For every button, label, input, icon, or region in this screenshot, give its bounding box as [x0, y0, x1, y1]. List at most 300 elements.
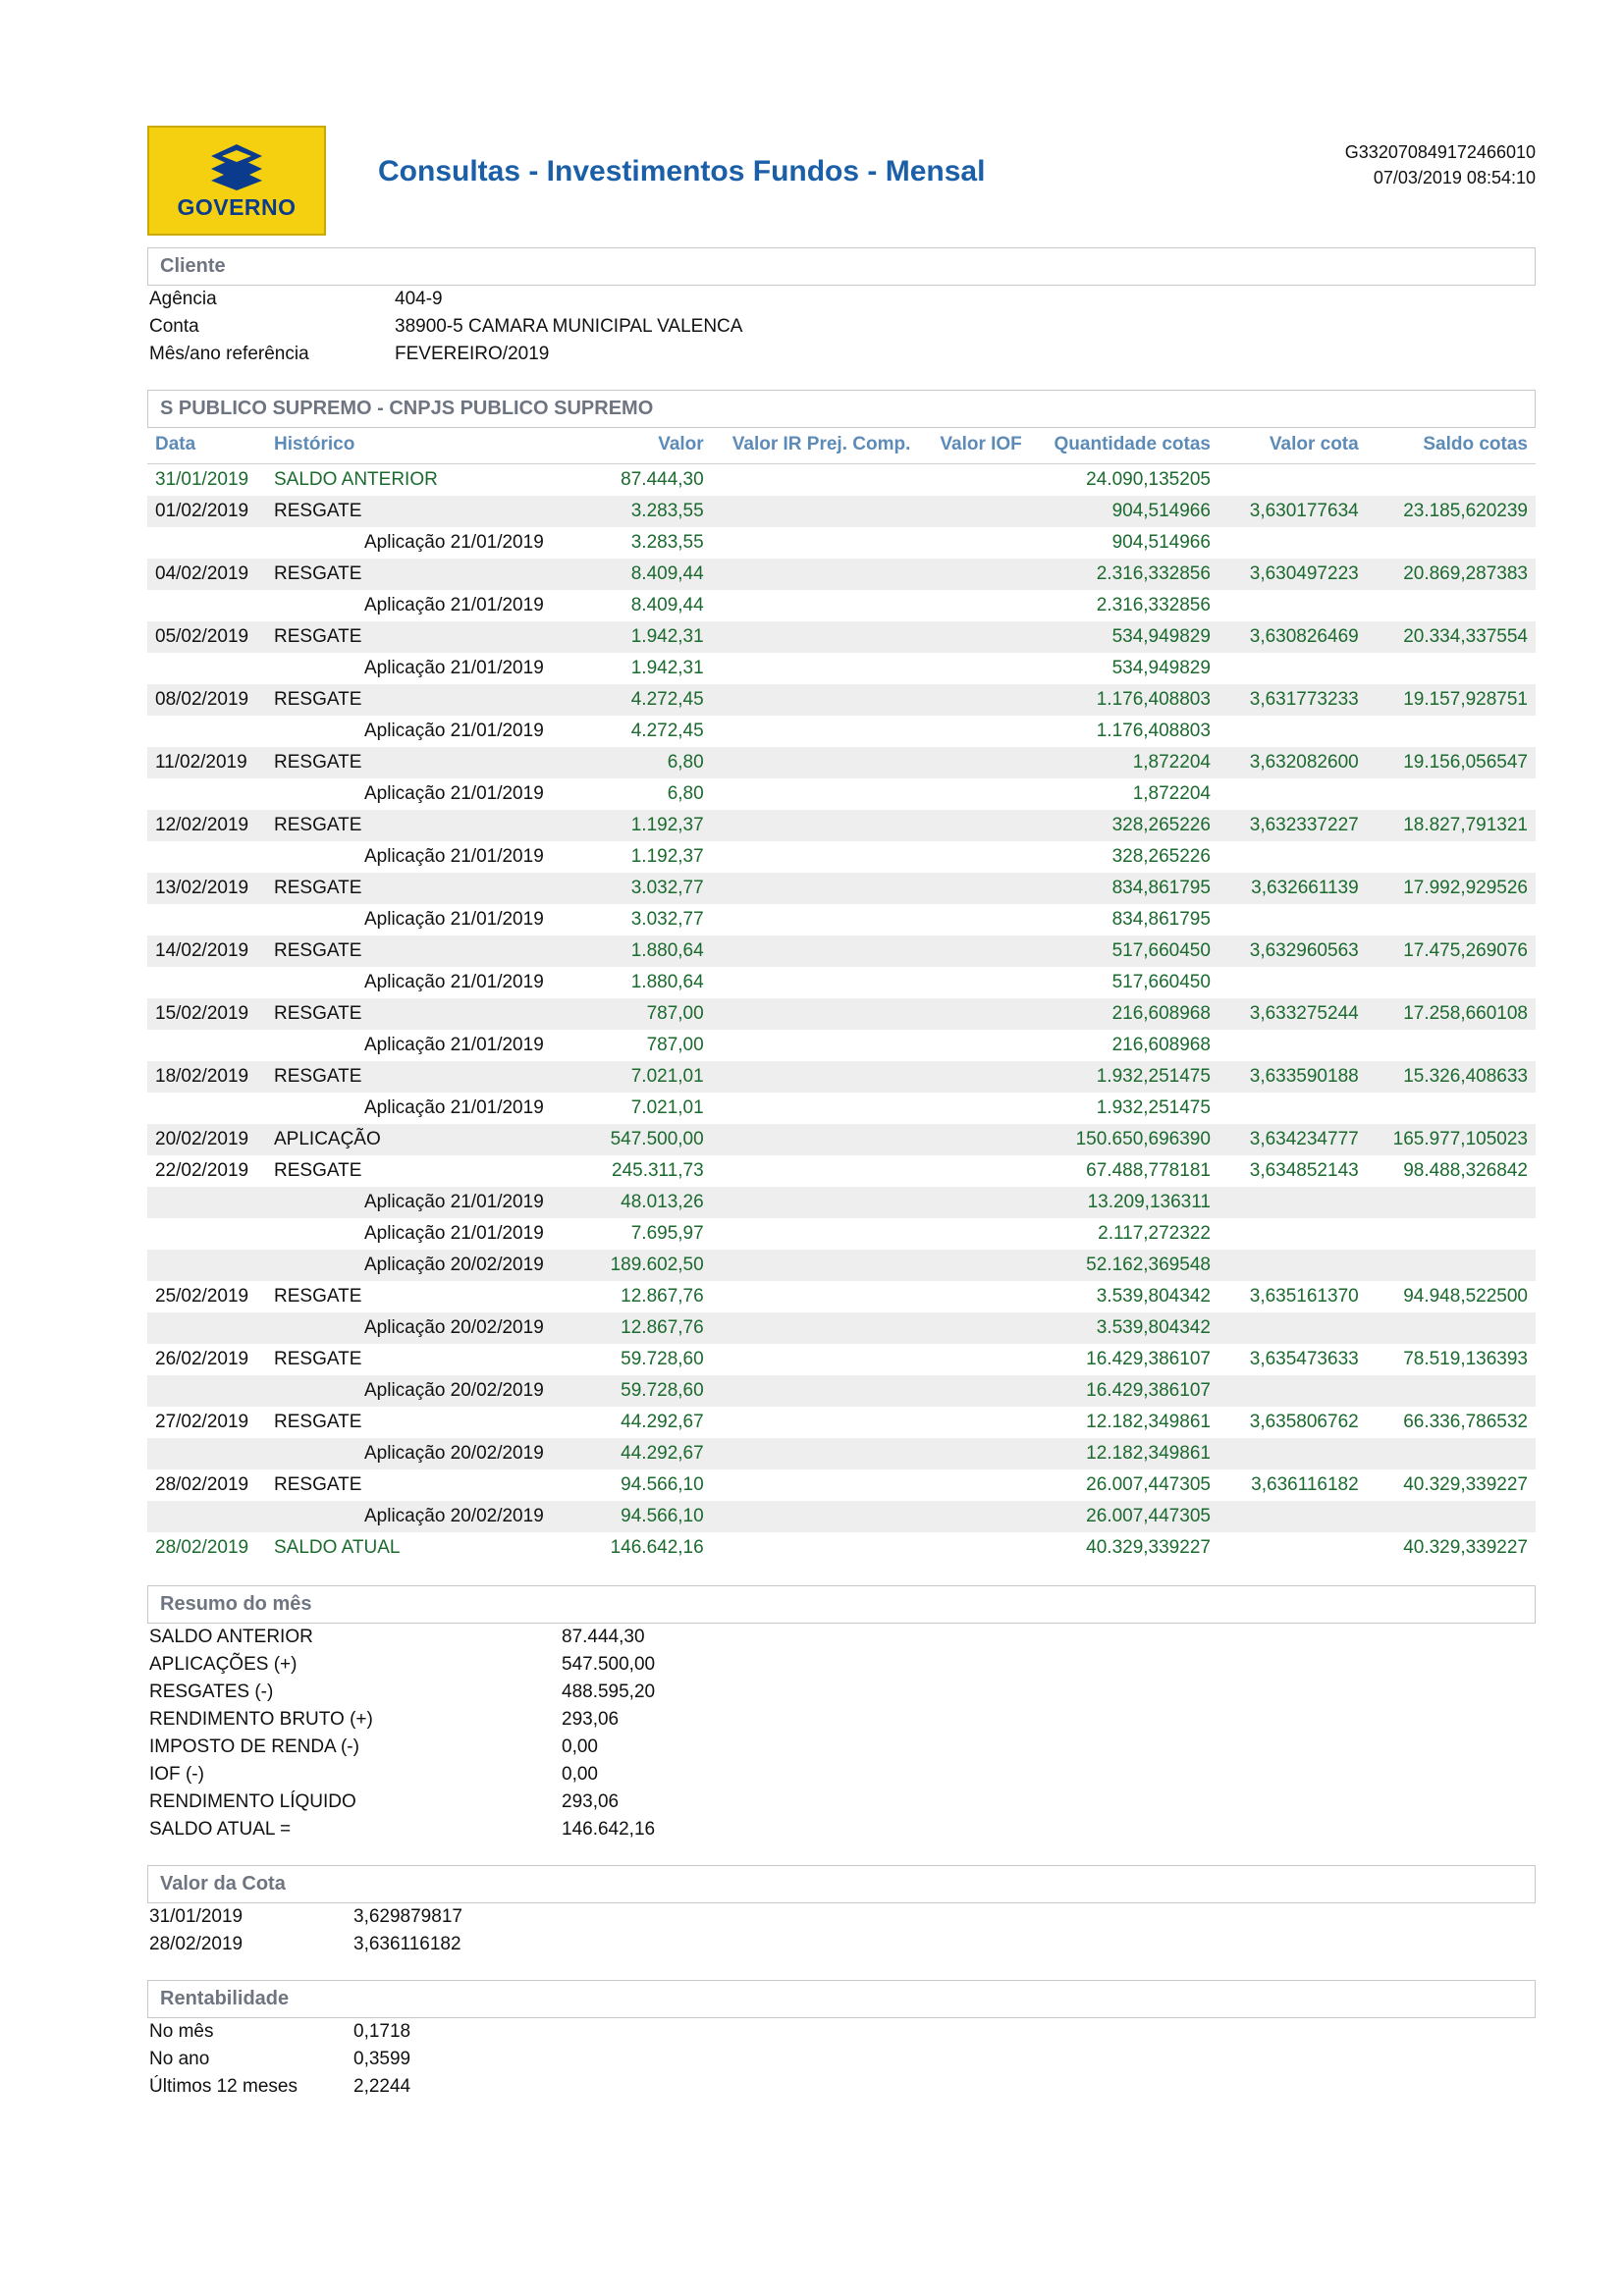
cell-historico: Aplicação 21/01/2019	[364, 721, 544, 741]
cell-historico: RESGATE	[266, 559, 586, 590]
cell-valor-ir	[712, 967, 919, 998]
cell-data	[147, 716, 266, 747]
cell-saldo-cotas: 94.948,522500	[1403, 1286, 1528, 1307]
profitability-row	[147, 2073, 1536, 2101]
cell-quantidade-cotas: 2.316,332856	[1030, 559, 1218, 590]
profitability-value: 0,1718	[353, 2021, 411, 2042]
cell-valor-ir	[712, 1375, 919, 1407]
client-label-referencia: Mês/ano referência	[149, 344, 309, 364]
client-info-block	[147, 286, 1536, 368]
cell-valor-iof	[918, 559, 1029, 590]
cell-historico: RESGATE	[266, 810, 586, 841]
summary-label: IMPOSTO DE RENDA (-)	[149, 1736, 359, 1757]
cell-valor: 1.192,37	[630, 846, 704, 867]
cell-historico: RESGATE	[274, 1412, 362, 1432]
cell-valor: 1.880,64	[586, 935, 712, 967]
col-header-historico: Histórico	[266, 428, 586, 464]
cell-valor-ir	[712, 1093, 919, 1124]
cell-data: 28/02/2019	[155, 1474, 249, 1495]
cell-data	[147, 967, 266, 998]
profitability-row	[147, 2018, 1536, 2046]
cell-valor-iof	[918, 1532, 1029, 1564]
cell-saldo-cotas	[1367, 967, 1536, 998]
cell-historico: Aplicação 21/01/2019	[364, 909, 544, 930]
cell-data: 28/02/2019	[155, 1537, 249, 1558]
cell-saldo-cotas: 20.869,287383	[1367, 559, 1536, 590]
cell-saldo-cotas	[1367, 590, 1536, 621]
cell-valor-ir	[712, 1155, 919, 1187]
cell-quantidade-cotas: 2.117,272322	[1098, 1223, 1211, 1244]
cell-valor-cota: 3,632661139	[1218, 873, 1367, 904]
table-row	[147, 810, 1536, 841]
cell-valor-cota	[1218, 841, 1367, 873]
cell-historico: RESGATE	[266, 873, 586, 904]
cell-valor: 3.032,77	[586, 873, 712, 904]
statement-table-body	[147, 464, 1536, 1565]
cell-quantidade-cotas: 216,608968	[1030, 998, 1218, 1030]
cell-data: 18/02/2019	[147, 1061, 266, 1093]
table-row	[147, 1438, 1536, 1469]
cell-valor: 12.867,76	[621, 1286, 704, 1307]
cell-saldo-cotas	[1367, 1093, 1536, 1124]
cell-historico: RESGATE	[266, 935, 586, 967]
cell-valor-cota: 3,630826469	[1218, 621, 1367, 653]
cell-data: 26/02/2019	[155, 1349, 249, 1369]
cell-valor-iof	[918, 1124, 1029, 1155]
cell-quantidade-cotas: 834,861795	[1111, 909, 1211, 930]
cell-quantidade-cotas: 1.932,251475	[1096, 1097, 1211, 1118]
cell-data	[147, 1218, 266, 1250]
cell-valor: 4.272,45	[630, 721, 704, 741]
table-row	[147, 621, 1536, 653]
cell-quantidade-cotas: 67.488,778181	[1086, 1160, 1211, 1181]
cell-valor: 1.942,31	[586, 621, 712, 653]
cell-saldo-cotas	[1367, 716, 1536, 747]
cell-valor-ir	[712, 716, 919, 747]
cell-valor-ir	[712, 1312, 919, 1344]
cell-saldo-cotas	[1367, 1218, 1536, 1250]
cell-quantidade-cotas: 1.932,251475	[1030, 1061, 1218, 1093]
cell-valor-cota: 3,630497223	[1218, 559, 1367, 590]
cell-valor-ir	[712, 1438, 919, 1469]
table-row	[147, 1532, 1536, 1564]
cell-saldo-cotas	[1367, 1312, 1536, 1344]
cell-valor: 94.566,10	[621, 1474, 704, 1495]
section-title-fundo: S PUBLICO SUPREMO - CNPJS PUBLICO SUPREMO	[147, 390, 1536, 428]
summary-value: 146.642,16	[562, 1819, 656, 1840]
bank-logo-label: GOVERNO	[177, 193, 297, 220]
cell-valor-iof	[918, 1218, 1029, 1250]
cell-saldo-cotas: 66.336,786532	[1403, 1412, 1528, 1432]
cell-data: 13/02/2019	[147, 873, 266, 904]
cell-historico: RESGATE	[274, 1349, 362, 1369]
cell-quantidade-cotas: 3.539,804342	[1030, 1312, 1218, 1344]
section-title-cliente: Cliente	[147, 247, 1536, 286]
cell-data	[147, 1250, 266, 1281]
cell-saldo-cotas	[1367, 841, 1536, 873]
cell-valor-iof	[918, 716, 1029, 747]
cell-valor-cota: 3,630177634	[1218, 496, 1367, 527]
cell-valor-cota	[1218, 716, 1367, 747]
cell-valor-ir	[712, 1218, 919, 1250]
cell-quantidade-cotas: 1,872204	[1132, 783, 1211, 804]
cell-quantidade-cotas: 24.090,135205	[1086, 469, 1211, 490]
cell-data: 08/02/2019	[147, 684, 266, 716]
cell-saldo-cotas: 20.334,337554	[1367, 621, 1536, 653]
cell-valor-iof	[918, 967, 1029, 998]
col-header-valor-cota: Valor cota	[1218, 428, 1367, 464]
cell-saldo-cotas: 18.827,791321	[1367, 810, 1536, 841]
protocol-number: G332070849172466010	[1344, 142, 1536, 162]
cell-valor: 3.032,77	[630, 909, 704, 930]
table-row	[147, 935, 1536, 967]
cell-data	[147, 841, 266, 873]
cell-valor-cota: 3,633275244	[1218, 998, 1367, 1030]
cell-saldo-cotas	[1367, 653, 1536, 684]
col-header-valor: Valor	[586, 428, 712, 464]
table-row	[147, 1061, 1536, 1093]
cell-saldo-cotas	[1367, 1250, 1536, 1281]
summary-label: RENDIMENTO BRUTO (+)	[149, 1709, 373, 1730]
cell-valor-ir	[712, 747, 919, 778]
cell-historico: Aplicação 21/01/2019	[364, 595, 544, 615]
cell-valor-ir	[712, 1030, 919, 1061]
col-header-saldo-cotas: Saldo cotas	[1367, 428, 1536, 464]
cell-valor-cota	[1218, 1312, 1367, 1344]
quota-value: 3,636116182	[353, 1934, 461, 1954]
quota-row	[147, 1931, 1536, 1958]
cell-quantidade-cotas: 2.316,332856	[1096, 595, 1211, 615]
col-header-valor-iof: Valor IOF	[918, 428, 1029, 464]
cell-quantidade-cotas: 150.650,696390	[1030, 1124, 1218, 1155]
cell-saldo-cotas	[1367, 1375, 1536, 1407]
cell-valor-iof	[918, 1344, 1029, 1375]
cell-valor-ir	[712, 621, 919, 653]
cell-historico: RESGATE	[266, 747, 586, 778]
cell-saldo-cotas	[1367, 1501, 1536, 1532]
summary-row	[147, 1816, 1536, 1843]
client-value-referencia: FEVEREIRO/2019	[395, 344, 550, 364]
cell-valor-ir	[712, 778, 919, 810]
cell-historico: RESGATE	[266, 1061, 586, 1093]
client-label-conta: Conta	[149, 316, 199, 337]
cell-quantidade-cotas: 904,514966	[1111, 532, 1211, 553]
cell-valor-cota	[1218, 1438, 1367, 1469]
cell-valor: 4.272,45	[586, 684, 712, 716]
cell-valor-iof	[918, 621, 1029, 653]
summary-row	[147, 1734, 1536, 1761]
cell-valor-iof	[918, 1061, 1029, 1093]
cell-valor: 787,00	[646, 1035, 704, 1055]
cell-valor-iof	[918, 1469, 1029, 1501]
table-row	[147, 841, 1536, 873]
table-row	[147, 590, 1536, 621]
cell-quantidade-cotas: 16.429,386107	[1030, 1375, 1218, 1407]
page-title: Consultas - Investimentos Fundos - Mensal	[378, 155, 986, 187]
profitability-block	[147, 2018, 1536, 2101]
cell-valor: 146.642,16	[610, 1537, 704, 1558]
table-row	[147, 1030, 1536, 1061]
cell-valor: 787,00	[586, 998, 712, 1030]
cell-saldo-cotas: 23.185,620239	[1367, 496, 1536, 527]
cell-valor-cota: 3,632082600	[1218, 747, 1367, 778]
cell-historico: RESGATE	[274, 1160, 362, 1181]
cell-saldo-cotas: 17.258,660108	[1367, 998, 1536, 1030]
table-row	[147, 1187, 1536, 1218]
cell-historico: Aplicação 20/02/2019	[266, 1250, 586, 1281]
cell-saldo-cotas: 19.156,056547	[1367, 747, 1536, 778]
cell-valor-iof	[918, 1187, 1029, 1218]
client-row	[147, 341, 1536, 368]
cell-historico: SALDO ATUAL	[274, 1537, 401, 1558]
cell-valor-iof	[918, 653, 1029, 684]
cell-quantidade-cotas: 534,949829	[1111, 658, 1211, 678]
cell-data: 11/02/2019	[147, 747, 266, 778]
cell-valor: 87.444,30	[621, 469, 704, 490]
cell-historico: Aplicação 21/01/2019	[364, 658, 544, 678]
cell-quantidade-cotas: 904,514966	[1030, 496, 1218, 527]
cell-valor: 547.500,00	[586, 1124, 712, 1155]
cell-data	[147, 590, 266, 621]
summary-value: 293,06	[562, 1791, 620, 1812]
cell-valor-iof	[918, 1093, 1029, 1124]
cell-valor-iof	[918, 998, 1029, 1030]
table-row	[147, 778, 1536, 810]
cell-historico: RESGATE	[266, 621, 586, 653]
cell-data	[147, 1312, 266, 1344]
cell-quantidade-cotas: 328,265226	[1030, 810, 1218, 841]
cell-valor-ir	[712, 559, 919, 590]
cell-historico: Aplicação 21/01/2019	[364, 1035, 544, 1055]
cell-valor: 6,80	[586, 747, 712, 778]
summary-value: 87.444,30	[562, 1627, 645, 1647]
table-row	[147, 653, 1536, 684]
cell-valor: 44.292,67	[621, 1412, 704, 1432]
table-row	[147, 998, 1536, 1030]
cell-valor-ir	[712, 1187, 919, 1218]
cell-valor-iof	[918, 873, 1029, 904]
table-row	[147, 464, 1536, 497]
cell-saldo-cotas	[1367, 1030, 1536, 1061]
cell-data: 14/02/2019	[147, 935, 266, 967]
cell-valor: 189.602,50	[586, 1250, 712, 1281]
cell-saldo-cotas: 17.992,929526	[1367, 873, 1536, 904]
cell-valor-ir	[712, 1532, 919, 1564]
cell-saldo-cotas: 40.329,339227	[1403, 1474, 1528, 1495]
cell-valor-iof	[918, 684, 1029, 716]
cell-historico: SALDO ANTERIOR	[274, 469, 438, 490]
table-header-row	[147, 428, 1536, 464]
table-row	[147, 496, 1536, 527]
cell-valor-iof	[918, 464, 1029, 497]
cell-valor-cota	[1218, 464, 1367, 497]
cell-saldo-cotas	[1367, 904, 1536, 935]
bank-logo	[147, 126, 326, 236]
quota-row	[147, 1903, 1536, 1931]
cell-quantidade-cotas: 1.176,408803	[1096, 721, 1211, 741]
cell-quantidade-cotas: 834,861795	[1030, 873, 1218, 904]
cell-valor-iof	[918, 810, 1029, 841]
cell-data: 27/02/2019	[155, 1412, 249, 1432]
cell-valor-cota: 3,632960563	[1218, 935, 1367, 967]
table-row	[147, 1469, 1536, 1501]
cell-data	[147, 1501, 266, 1532]
cell-historico: Aplicação 21/01/2019	[364, 1097, 544, 1118]
summary-row	[147, 1761, 1536, 1789]
cell-valor-cota	[1218, 1218, 1367, 1250]
table-row	[147, 1250, 1536, 1281]
table-row	[147, 1093, 1536, 1124]
statement-table	[147, 428, 1536, 1564]
summary-label: SALDO ATUAL =	[149, 1819, 292, 1840]
cell-data: 01/02/2019	[147, 496, 266, 527]
cell-historico: RESGATE	[274, 1286, 362, 1307]
profitability-label: No ano	[149, 2049, 210, 2069]
cell-valor-ir	[712, 1250, 919, 1281]
cell-data	[147, 1093, 266, 1124]
cell-data: 15/02/2019	[147, 998, 266, 1030]
cell-historico: Aplicação 20/02/2019	[266, 1438, 586, 1469]
cell-valor-cota	[1218, 1501, 1367, 1532]
cell-quantidade-cotas: 1.176,408803	[1030, 684, 1218, 716]
cell-valor: 7.021,01	[630, 1097, 704, 1118]
summary-block	[147, 1624, 1536, 1843]
cell-valor-cota: 3,634234777	[1218, 1124, 1367, 1155]
section-title-resumo: Resumo do mês	[147, 1585, 1536, 1624]
cell-valor-iof	[918, 747, 1029, 778]
summary-label: APLICAÇÕES (+)	[149, 1654, 298, 1675]
summary-value: 547.500,00	[562, 1654, 656, 1675]
cell-historico: Aplicação 21/01/2019	[364, 783, 544, 804]
cell-quantidade-cotas: 26.007,447305	[1030, 1501, 1218, 1532]
cell-valor-cota	[1218, 904, 1367, 935]
summary-row	[147, 1679, 1536, 1706]
table-row	[147, 1155, 1536, 1187]
cell-valor: 12.867,76	[586, 1312, 712, 1344]
cell-data	[147, 1438, 266, 1469]
cell-historico: RESGATE	[266, 496, 586, 527]
cell-quantidade-cotas: 52.162,369548	[1030, 1250, 1218, 1281]
client-value-agencia: 404-9	[395, 289, 443, 309]
profitability-row	[147, 2046, 1536, 2073]
cell-saldo-cotas: 98.488,326842	[1403, 1160, 1528, 1181]
cell-valor: 1.192,37	[586, 810, 712, 841]
quota-value: 3,629879817	[353, 1906, 462, 1927]
cell-historico: Aplicação 21/01/2019	[364, 846, 544, 867]
cell-historico: Aplicação 20/02/2019	[266, 1501, 586, 1532]
cell-valor-cota	[1218, 1030, 1367, 1061]
page-header	[147, 108, 1536, 226]
cell-valor-cota	[1218, 1532, 1367, 1564]
cell-data	[147, 1030, 266, 1061]
cell-valor-iof	[918, 1312, 1029, 1344]
cell-data	[147, 778, 266, 810]
quota-date-label: 31/01/2019	[149, 1906, 244, 1927]
profitability-value: 0,3599	[353, 2049, 411, 2069]
cell-saldo-cotas	[1367, 527, 1536, 559]
cell-valor-ir	[712, 998, 919, 1030]
cell-valor-ir	[712, 1061, 919, 1093]
cell-valor: 7.021,01	[586, 1061, 712, 1093]
table-row	[147, 904, 1536, 935]
cell-valor-cota	[1218, 1187, 1367, 1218]
summary-row	[147, 1706, 1536, 1734]
cell-historico: Aplicação 21/01/2019	[364, 972, 544, 992]
cell-historico: RESGATE	[266, 684, 586, 716]
col-header-quantidade-cotas: Quantidade cotas	[1030, 428, 1218, 464]
cell-valor-cota	[1218, 590, 1367, 621]
cell-valor: 1.880,64	[630, 972, 704, 992]
cell-valor-cota: 3,635473633	[1249, 1349, 1359, 1369]
cell-valor-iof	[918, 590, 1029, 621]
cell-valor: 8.409,44	[630, 595, 704, 615]
cell-valor-iof	[918, 1375, 1029, 1407]
cell-valor-ir	[712, 684, 919, 716]
cell-valor-ir	[712, 590, 919, 621]
cell-saldo-cotas: 165.977,105023	[1367, 1124, 1536, 1155]
cell-valor-ir	[712, 1407, 919, 1438]
cell-saldo-cotas	[1367, 1438, 1536, 1469]
cell-quantidade-cotas: 517,660450	[1030, 935, 1218, 967]
cell-historico: Aplicação 21/01/2019	[364, 1223, 544, 1244]
cell-data	[147, 1375, 266, 1407]
cell-data	[147, 1187, 266, 1218]
cell-quantidade-cotas: 12.182,349861	[1086, 1412, 1211, 1432]
bank-logo-icon	[208, 141, 265, 192]
table-row	[147, 967, 1536, 998]
client-row	[147, 286, 1536, 313]
summary-value: 0,00	[562, 1736, 598, 1757]
cell-data: 31/01/2019	[155, 469, 249, 490]
cell-valor-cota	[1218, 778, 1367, 810]
cell-valor: 3.283,55	[586, 496, 712, 527]
cell-quantidade-cotas: 3.539,804342	[1096, 1286, 1211, 1307]
cell-valor-cota: 3,633590188	[1218, 1061, 1367, 1093]
cell-valor-iof	[918, 1501, 1029, 1532]
summary-label: RESGATES (-)	[149, 1682, 274, 1702]
cell-valor: 94.566,10	[586, 1501, 712, 1532]
client-value-conta: 38900-5 CAMARA MUNICIPAL VALENCA	[395, 316, 743, 337]
cell-quantidade-cotas: 517,660450	[1111, 972, 1211, 992]
cell-valor-cota: 3,635806762	[1249, 1412, 1359, 1432]
client-label-agencia: Agência	[149, 289, 217, 309]
cell-valor-cota	[1218, 653, 1367, 684]
cell-saldo-cotas: 17.475,269076	[1367, 935, 1536, 967]
cell-data	[147, 653, 266, 684]
cell-quantidade-cotas: 534,949829	[1030, 621, 1218, 653]
cell-quantidade-cotas: 16.429,386107	[1086, 1349, 1211, 1369]
cell-quantidade-cotas: 26.007,447305	[1086, 1474, 1211, 1495]
summary-value: 293,06	[562, 1709, 620, 1730]
cell-valor-cota	[1218, 1250, 1367, 1281]
cell-saldo-cotas	[1367, 1187, 1536, 1218]
quota-block	[147, 1903, 1536, 1958]
cell-valor-cota: 3,632337227	[1218, 810, 1367, 841]
summary-row	[147, 1651, 1536, 1679]
profitability-value: 2,2244	[353, 2076, 411, 2097]
cell-data: 12/02/2019	[147, 810, 266, 841]
cell-valor-cota: 3,631773233	[1218, 684, 1367, 716]
cell-valor-ir	[712, 873, 919, 904]
cell-valor-ir	[712, 496, 919, 527]
cell-saldo-cotas	[1367, 778, 1536, 810]
cell-valor-ir	[712, 1281, 919, 1312]
summary-value: 488.595,20	[562, 1682, 656, 1702]
cell-data: 20/02/2019	[147, 1124, 266, 1155]
table-row	[147, 684, 1536, 716]
cell-saldo-cotas: 40.329,339227	[1403, 1537, 1528, 1558]
cell-historico: APLICAÇÃO	[266, 1124, 586, 1155]
